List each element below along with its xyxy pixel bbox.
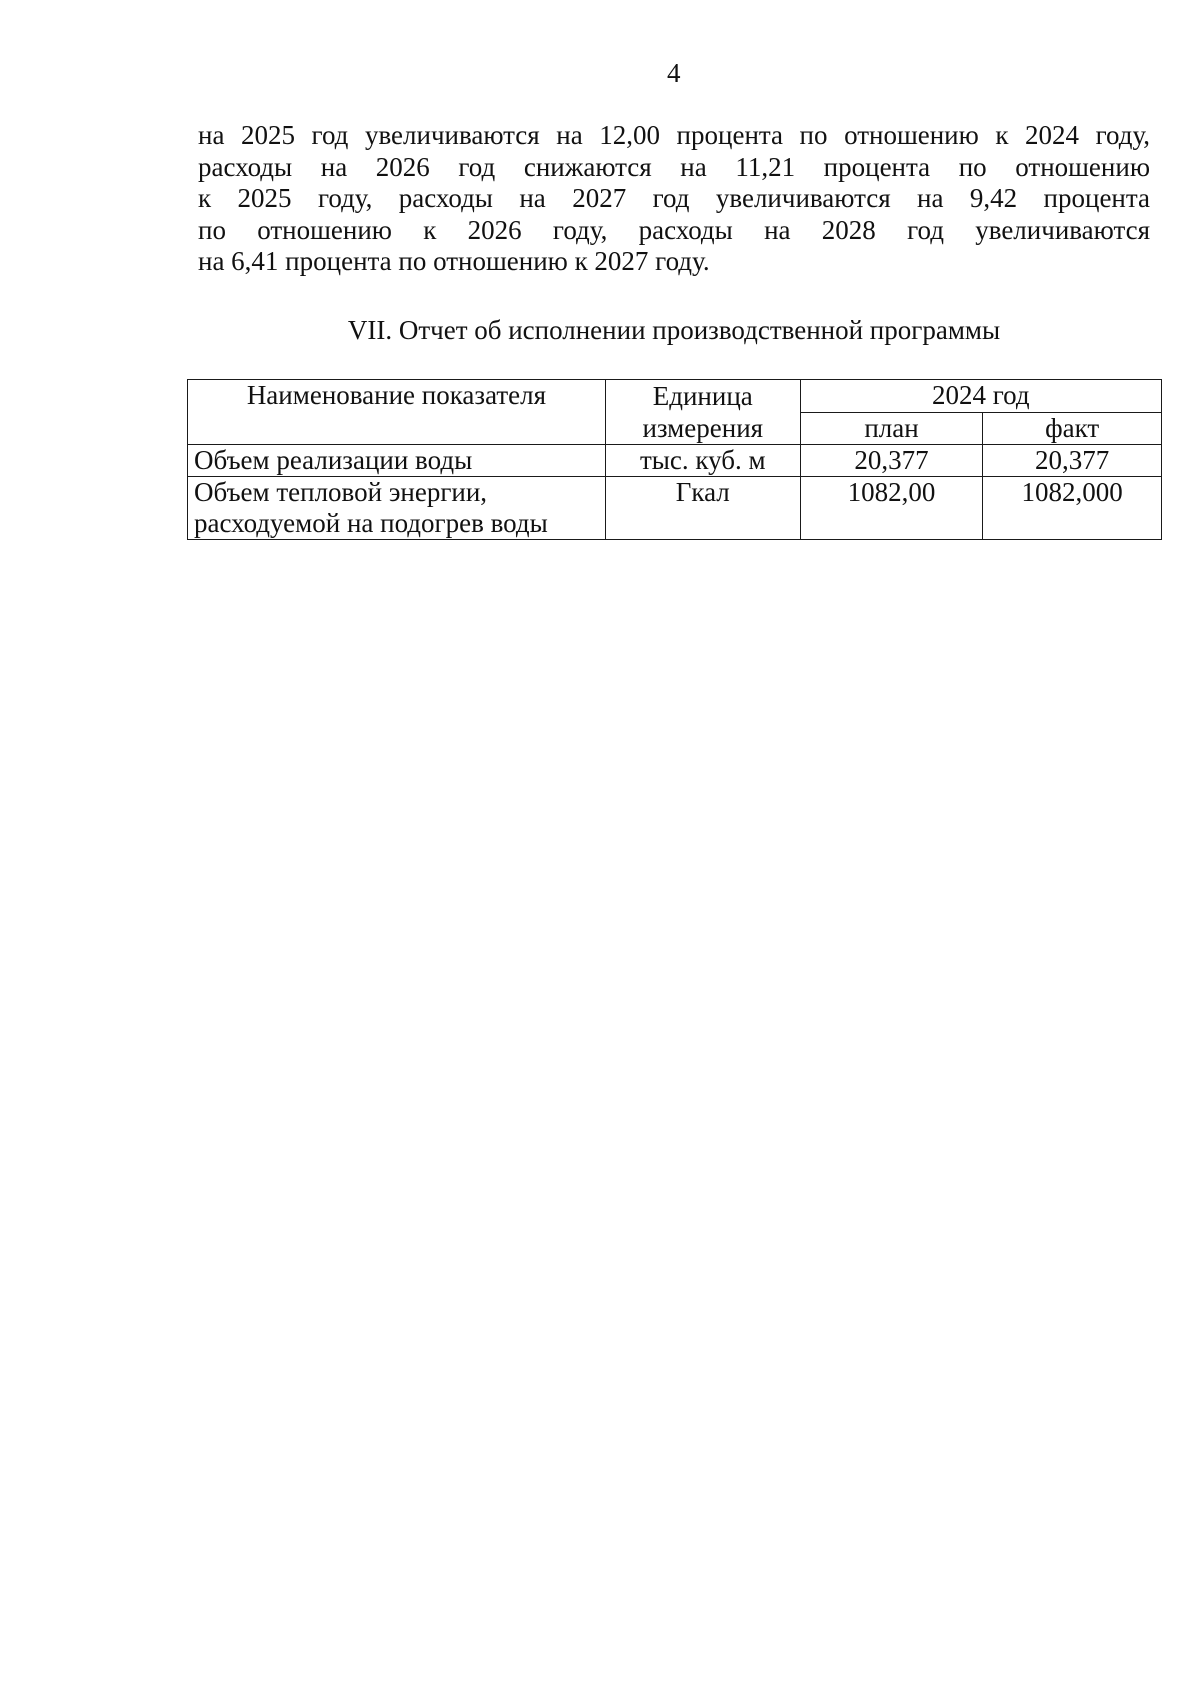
table-row [188,477,1162,540]
paragraph-line: на 2025 год увеличиваются на 12,00 процента по отношению к 2024 году, [198,120,1150,150]
paragraph-line: на 6,41 процента по отношению к 2027 году. [198,246,710,276]
row-fact-value: 1082,000 [983,477,1162,540]
body-paragraph [198,120,1150,278]
header-plan: план [800,412,983,445]
paragraph-line: к 2025 году, расходы на 2027 год увеличиваются на 9,42 процента [198,183,1150,213]
header-fact: факт [983,412,1162,445]
row-fact-value: 20,377 [983,445,1162,477]
header-unit [605,380,800,445]
page-number: 4 [667,58,681,88]
header-unit-line2: измерения [642,413,764,443]
paragraph-line: расходы на 2026 год снижаются на 11,21 процента по отношению [198,151,1150,182]
header-year: 2024 год [800,380,1161,413]
row-indicator-name-line1: Объем тепловой энергии, [194,477,488,507]
row-unit: Гкал [605,477,800,540]
row-plan-value: 1082,00 [800,477,983,540]
table-header-row [188,380,1162,413]
row-indicator-name [188,477,606,540]
table-row [188,445,1162,477]
paragraph-line: по отношению к 2026 году, расходы на 2028 год увеличиваются [198,214,1150,245]
header-unit-line1: Единица [652,381,753,411]
row-indicator-name-line2: расходуемой на подогрев воды [194,508,548,538]
row-indicator-name: Объем реализации воды [188,445,606,477]
row-unit: тыс. куб. м [605,445,800,477]
row-plan-value: 20,377 [800,445,983,477]
header-indicator-name: Наименование показателя [188,380,606,445]
production-program-report-table [187,379,1162,540]
section-title: VII. Отчет об исполнении производственной программы [347,315,1001,345]
